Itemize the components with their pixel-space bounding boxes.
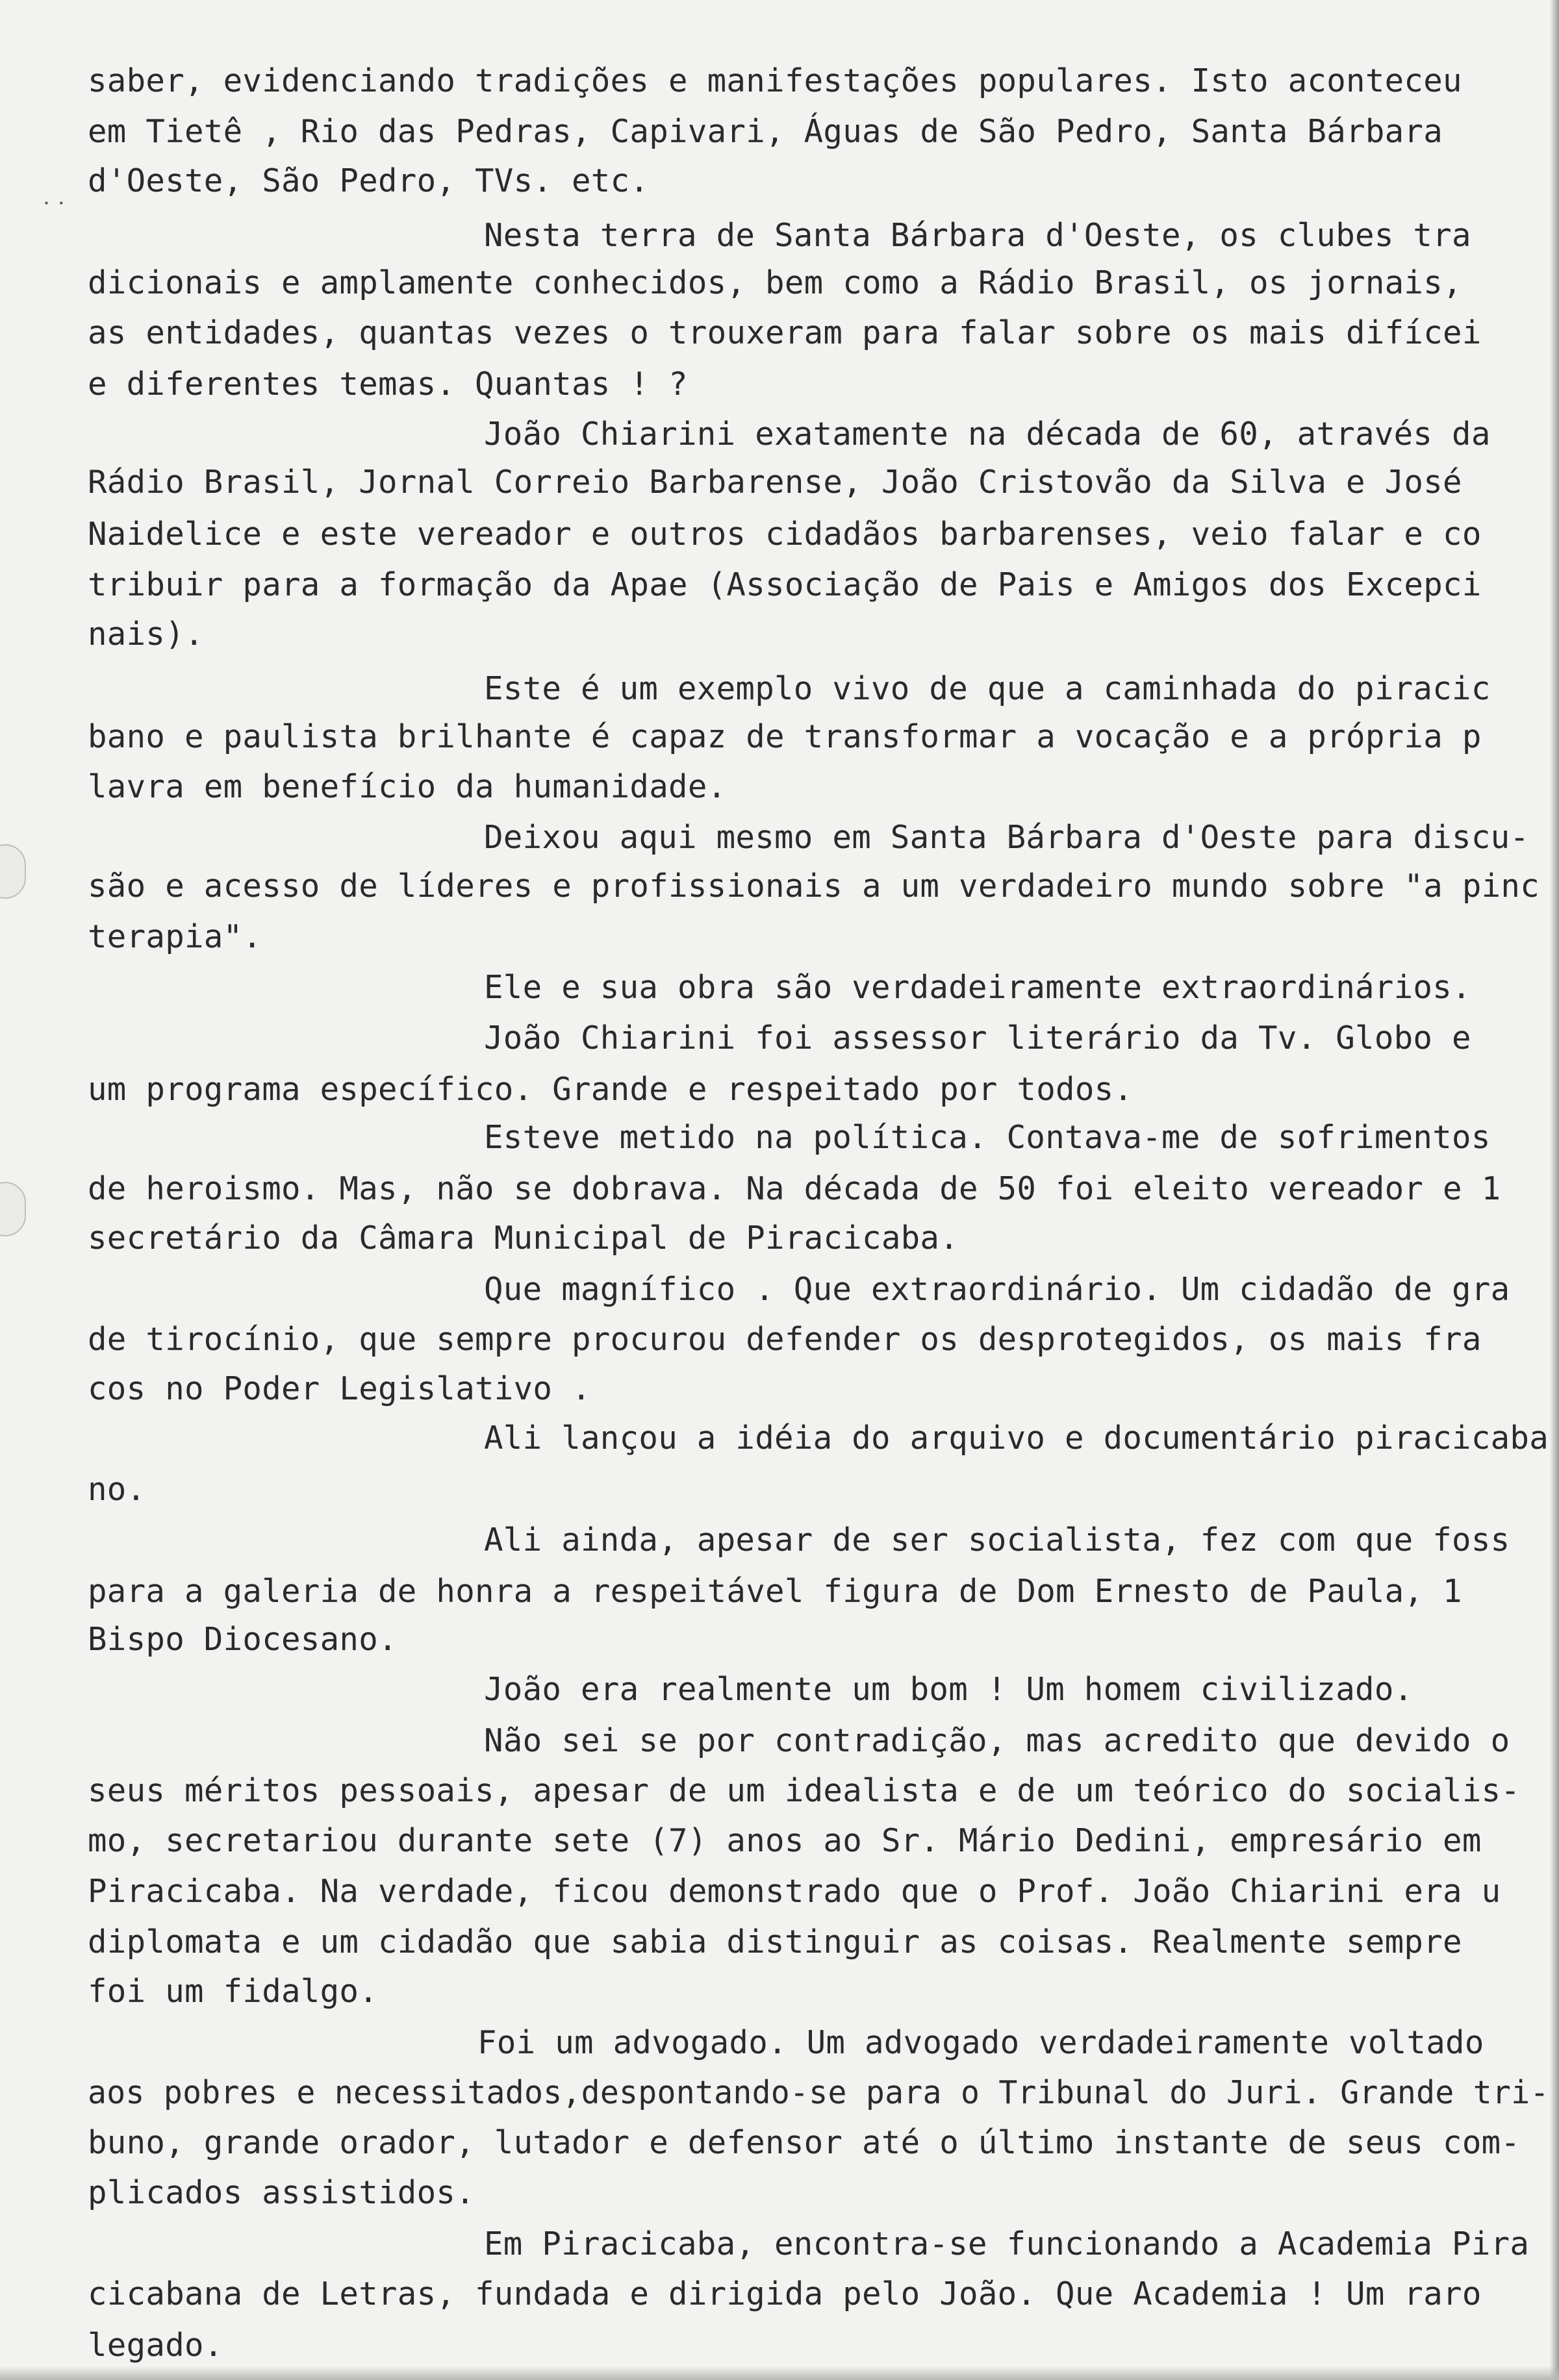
text-line: Naidelice e este vereador e outros cidadãos barbarenses, veio falar e co — [88, 516, 1482, 553]
text-line: Piracicaba. Na verdade, ficou demonstrado que o Prof. João Chiarini era u — [88, 1873, 1501, 1910]
text-line: João era realmente um bom ! Um homem civilizado. — [484, 1671, 1413, 1708]
text-line: Deixou aqui mesmo em Santa Bárbara d'Oeste para discu- — [484, 819, 1530, 856]
text-line: e diferentes temas. Quantas ! ? — [88, 366, 688, 403]
margin-mark-icon: ˙˙ — [39, 198, 69, 227]
text-line: secretário da Câmara Municipal de Piracicaba. — [88, 1220, 959, 1257]
text-line: João Chiarini foi assessor literário da Tv. Globo e — [484, 1020, 1471, 1057]
text-line: para a galeria de honra a respeitável figura de Dom Ernesto de Paula, 1 — [88, 1573, 1462, 1610]
text-line: seus méritos pessoais, apesar de um idealista e de um teórico do socialis- — [88, 1772, 1521, 1809]
text-line: Esteve metido na política. Contava-me de sofrimentos — [484, 1119, 1491, 1156]
punch-hole — [0, 844, 26, 899]
punch-hole — [0, 1182, 26, 1236]
text-line: aos pobres e necessitados,despontando-se para o Tribunal do Juri. Grande tri- — [88, 2074, 1549, 2111]
text-line: lavra em benefício da humanidade. — [88, 768, 727, 805]
text-line: Ele e sua obra são verdadeiramente extraordinários. — [484, 969, 1471, 1006]
text-line: um programa específico. Grande e respeitado por todos. — [88, 1071, 1134, 1108]
text-line: de tirocínio, que sempre procurou defender os desprotegidos, os mais fra — [88, 1321, 1482, 1358]
text-line: nais). — [88, 616, 204, 653]
text-line: são e acesso de líderes e profissionais a um verdadeiro mundo sobre "a pinc — [88, 868, 1540, 905]
text-line: Não sei se por contradição, mas acredito que devido o — [484, 1722, 1510, 1759]
text-line: saber, evidenciando tradições e manifestações populares. Isto aconteceu — [88, 62, 1462, 99]
text-line: buno, grande orador, lutador e defensor até o último instante de seus com- — [88, 2124, 1521, 2161]
text-line: cos no Poder Legislativo . — [88, 1370, 591, 1407]
text-line: foi um fidalgo. — [88, 1973, 379, 2010]
text-line: Bispo Diocesano. — [88, 1621, 398, 1658]
text-line: Que magnífico . Que extraordinário. Um cidadão de gra — [484, 1271, 1510, 1308]
text-line: João Chiarini exatamente na década de 60, através da — [484, 416, 1491, 453]
text-line: plicados assistidos. — [88, 2174, 475, 2211]
text-line: diplomata e um cidadão que sabia distinguir as coisas. Realmente sempre — [88, 1923, 1462, 1960]
text-line: bano e paulista brilhante é capaz de transformar a vocação e a própria p — [88, 718, 1482, 755]
text-line: de heroismo. Mas, não se dobrava. Na década de 50 foi eleito vereador e 1 — [88, 1170, 1501, 1207]
text-line: mo, secretariou durante sete (7) anos ao Sr. Mário Dedini, empresário em — [88, 1822, 1482, 1859]
page-bottom-edge — [0, 2366, 1559, 2380]
text-line: Em Piracicaba, encontra-se funcionando a Academia Pira — [484, 2225, 1530, 2262]
text-line: Ali lançou a idéia do arquivo e documentário piracicaba — [484, 1420, 1549, 1457]
text-line: Ali ainda, apesar de ser socialista, fez com que foss — [484, 1522, 1510, 1559]
text-line: terapia". — [88, 918, 262, 955]
text-line: dicionais e amplamente conhecidos, bem como a Rádio Brasil, os jornais, — [88, 264, 1462, 301]
text-line: Foi um advogado. Um advogado verdadeiramente voltado — [477, 2024, 1484, 2061]
text-line: Este é um exemplo vivo de que a caminhada do piracic — [484, 670, 1491, 707]
text-line: d'Oeste, São Pedro, TVs. etc. — [88, 162, 650, 199]
text-line: cicabana de Letras, fundada e dirigida pelo João. Que Academia ! Um raro — [88, 2275, 1482, 2312]
text-line: Rádio Brasil, Jornal Correio Barbarense, João Cristovão da Silva e José — [88, 464, 1462, 501]
text-line: tribuir para a formação da Apae (Associação de Pais e Amigos dos Excepci — [88, 566, 1482, 603]
text-line: legado. — [88, 2327, 223, 2364]
text-line: no. — [88, 1471, 146, 1508]
text-line: as entidades, quantas vezes o trouxeram para falar sobre os mais difícei — [88, 314, 1482, 351]
text-line: Nesta terra de Santa Bárbara d'Oeste, os clubes tra — [484, 217, 1471, 254]
page-edge — [1550, 0, 1559, 2380]
text-line: em Tietê , Rio das Pedras, Capivari, Águas de São Pedro, Santa Bárbara — [88, 113, 1443, 150]
